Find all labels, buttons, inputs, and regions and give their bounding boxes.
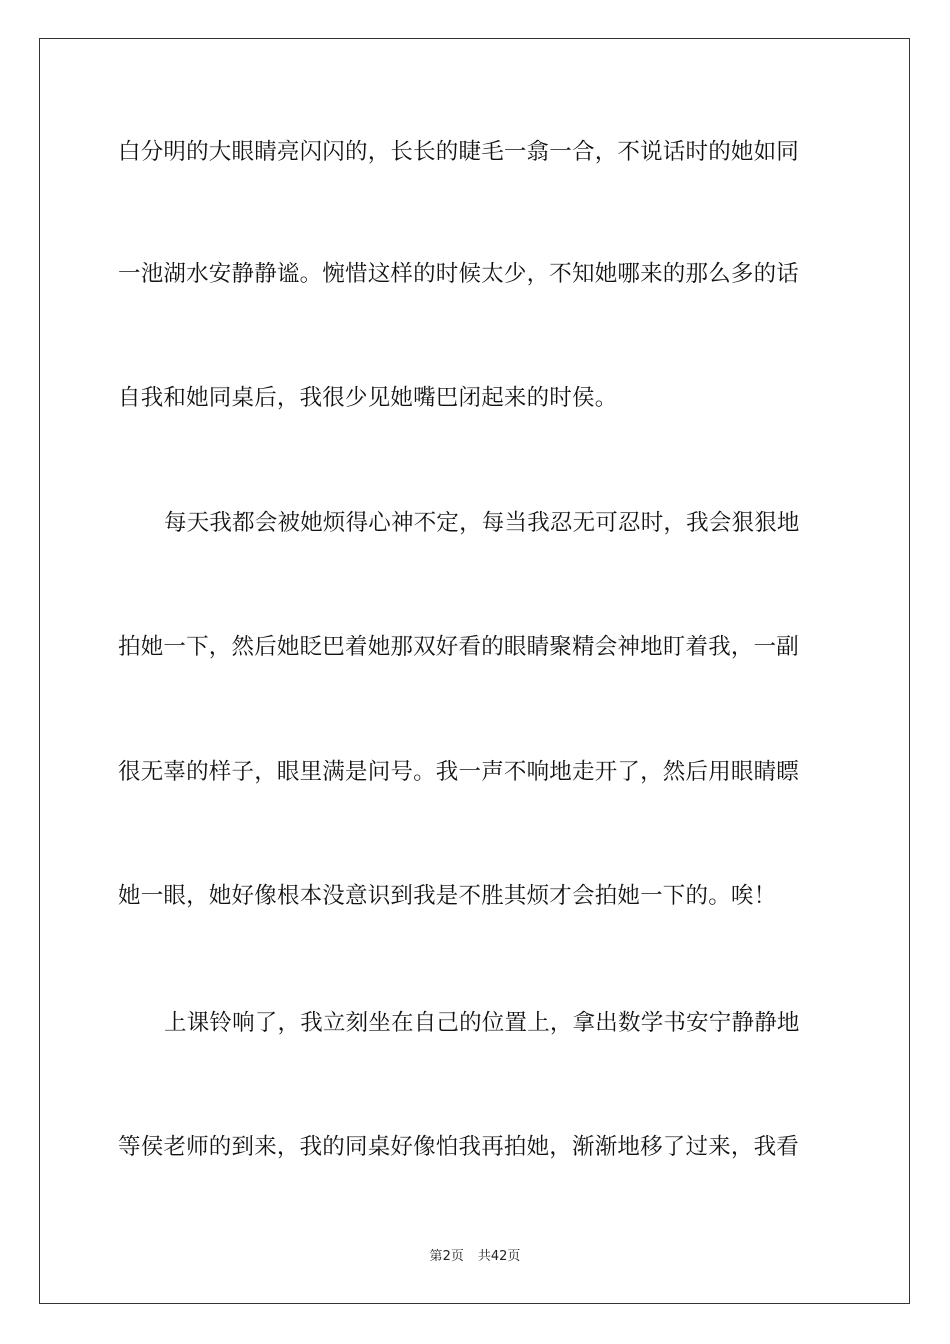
body-text-line: 自我和她同桌后，我很少见她嘴巴闭起来的时侯。 [118,385,618,411]
total-prefix: 共 [477,1249,491,1264]
total-suffix: 页 [507,1249,521,1264]
body-text-line: 白分明的大眼睛亮闪闪的，长长的睫毛一翕一合，不说话时的她如同 [118,139,800,165]
page-prefix: 第 [429,1249,443,1264]
body-text-line: 等侯老师的到来，我的同桌好像怕我再拍她，渐渐地移了过来，我看 [118,1134,800,1160]
page-border [39,38,910,1304]
total-pages: 42 [490,1249,508,1264]
page-number: 2 [442,1249,451,1264]
body-text-line: 上课铃响了，我立刻坐在自己的位置上，拿出数学书安宁静静地 [164,1010,800,1036]
body-text-line: 很无辜的样子，眼里满是问号。我一声不响地走开了，然后用眼睛瞟 [118,759,800,785]
body-text-line: 一池湖水安静静谧。惋惜这样的时候太少，不知她哪来的那么多的话 [118,261,800,287]
body-text-line: 她一眼，她好像根本没意识到我是不胜其烦才会拍她一下的。唉！ [118,883,777,909]
body-text-line: 每天我都会被她烦得心神不定，每当我忍无可忍时，我会狠狠地 [164,510,800,536]
page-suffix: 页 [450,1249,464,1264]
body-text-line: 拍她一下，然后她眨巴着她那双好看的眼睛聚精会神地盯着我，一副 [118,634,800,660]
page-footer [0,1248,950,1266]
